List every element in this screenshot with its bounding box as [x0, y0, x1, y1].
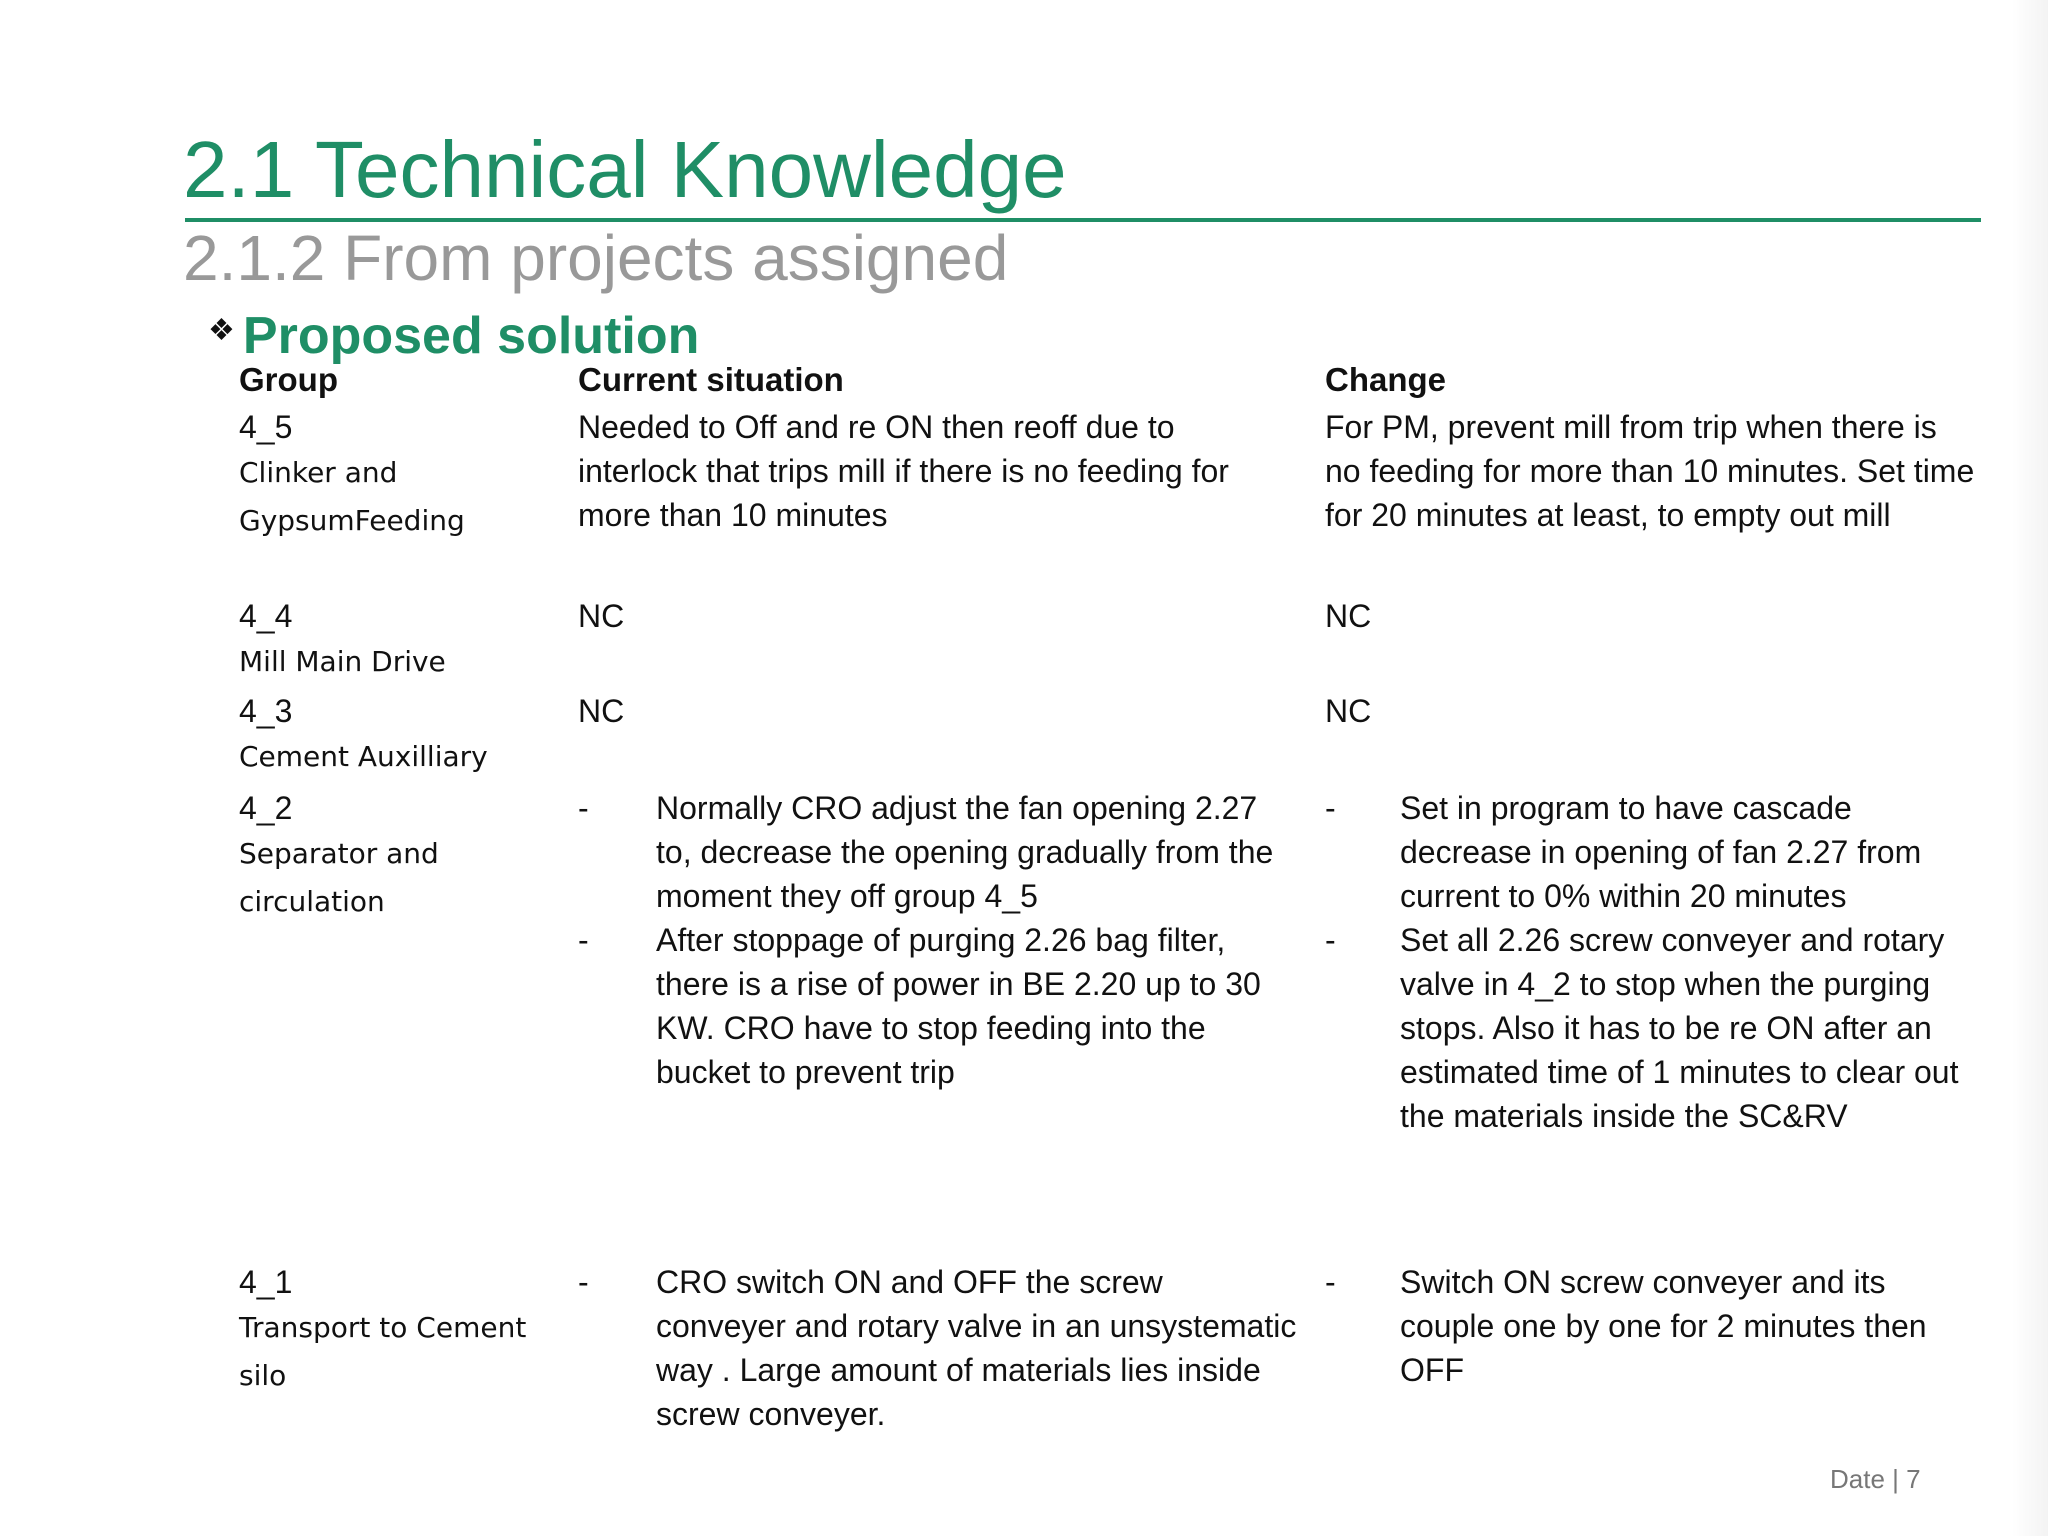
slide-edge	[2012, 0, 2048, 1536]
group-name: Mill Main Drive	[239, 645, 446, 678]
footer-separator: |	[1892, 1464, 1899, 1494]
current-situation-cell: NC	[578, 693, 625, 729]
group-name: circulation	[239, 885, 385, 918]
group-name: Clinker and	[239, 456, 398, 489]
list-item: - Set in program to have cascade decrease in opening of fan 2.27 from current to 0% within 20 minutes	[1325, 786, 1975, 918]
header-group: Group	[239, 361, 338, 398]
group-name: Cement Auxilliary	[239, 740, 488, 773]
current-situation-list	[578, 786, 1298, 1094]
page-number: 7	[1906, 1464, 1921, 1494]
group-id: 4_3	[239, 693, 293, 729]
list-item: - After stoppage of purging 2.26 bag filter, there is a rise of power in BE 2.20 up to 30 KW. CRO have to stop feeding into the bucket to prevent trip	[578, 918, 1298, 1094]
page-subtitle: 2.1.2 From projects assigned	[183, 222, 1009, 294]
group-name: silo	[239, 1359, 287, 1392]
section-label: Proposed solution	[242, 307, 700, 365]
group-name: GypsumFeeding	[239, 504, 465, 537]
date-label: Date	[1830, 1464, 1885, 1494]
group-cell	[239, 594, 569, 686]
slide-footer	[1830, 1462, 1921, 1496]
group-id: 4_5	[239, 409, 293, 445]
current-situation-cell: Needed to Off and re ON then reoff due to interlock that trips mill if there is no feeding for more than 10 minutes	[578, 409, 1229, 533]
list-item: - Set all 2.26 screw conveyer and rotary valve in 4_2 to stop when the purging stops. Also it has to be re ON after an estimated time of 1 minutes to clear out the materials inside the SC&RV	[1325, 918, 1975, 1138]
current-situation-cell	[578, 1260, 1298, 1436]
group-id: 4_4	[239, 598, 293, 634]
change-cell: NC	[1325, 693, 1372, 729]
list-item: - Normally CRO adjust the fan opening 2.27 to, decrease the opening gradually from the moment they off group 4_5	[578, 786, 1298, 918]
group-name: Separator and	[239, 837, 439, 870]
list-item: - Switch ON screw conveyer and its couple one by one for 2 minutes then OFF	[1325, 1260, 1975, 1392]
group-id: 4_1	[239, 1264, 293, 1300]
change-list	[1325, 786, 1975, 1138]
page-title: 2.1 Technical Knowledge	[183, 125, 1067, 214]
change-cell	[1325, 786, 1975, 1138]
list-item: - CRO switch ON and OFF the screw conveyer and rotary valve in an unsystematic way . Large amount of materials lies inside screw conveyer.	[578, 1260, 1298, 1436]
group-cell	[239, 689, 569, 781]
header-current-situation: Current situation	[578, 361, 844, 398]
header-change: Change	[1325, 361, 1447, 398]
current-situation-cell	[578, 786, 1298, 1094]
current-situation-cell: NC	[578, 598, 625, 634]
current-situation-list	[578, 1260, 1298, 1436]
change-cell	[1325, 1260, 1975, 1392]
group-id: 4_2	[239, 790, 293, 826]
group-cell	[239, 1260, 569, 1400]
group-name: Transport to Cement	[239, 1311, 527, 1344]
group-cell	[239, 405, 569, 545]
change-list	[1325, 1260, 1975, 1392]
change-cell: NC	[1325, 598, 1372, 634]
change-cell: For PM, prevent mill from trip when there is no feeding for more than 10 minutes. Set time for 20 minutes at least, to empty out mill	[1325, 409, 1975, 533]
diamond-bullet-icon: ❖	[208, 314, 235, 347]
group-cell	[239, 786, 569, 926]
